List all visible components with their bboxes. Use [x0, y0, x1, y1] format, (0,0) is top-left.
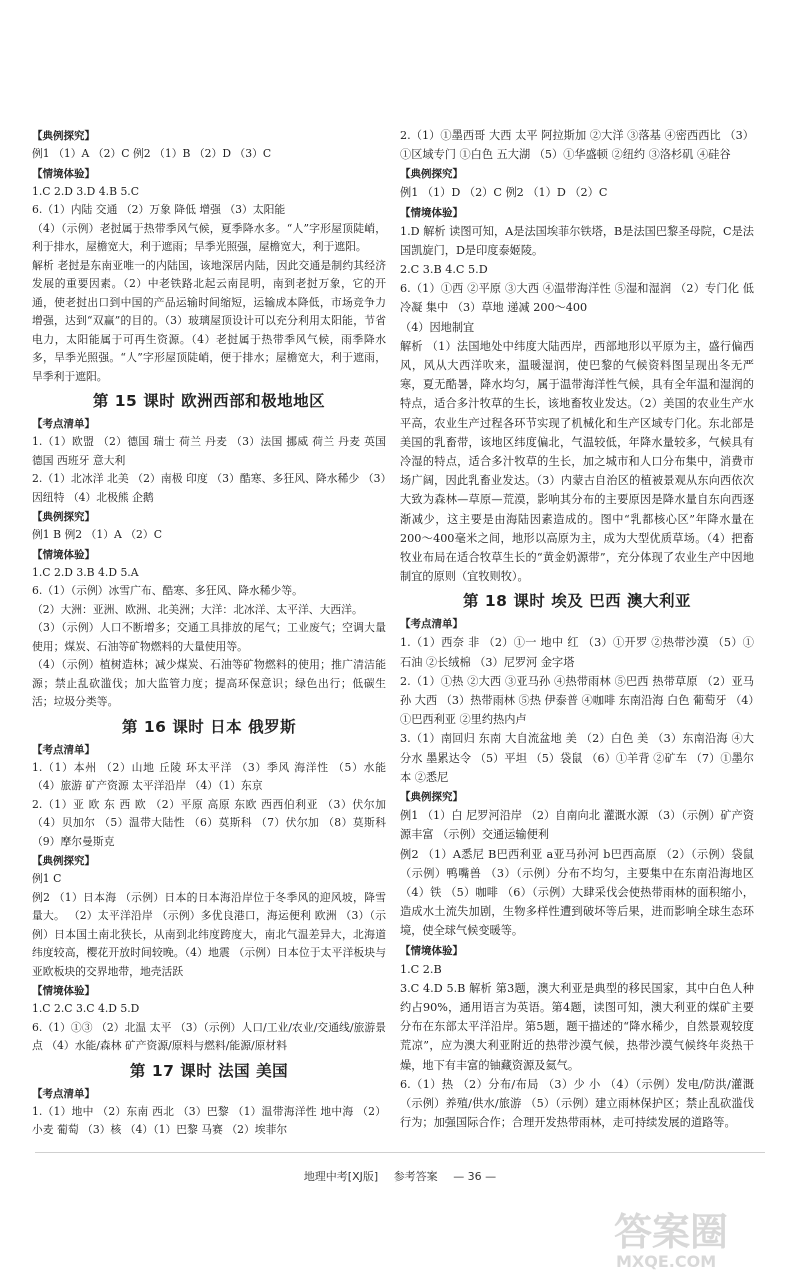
footer-section: 参考答案	[393, 1170, 438, 1183]
answer-line: 1.（1）地中 （2）东南 西北 （3）巴黎 （1）温带海洋性 地中海 （2）小麦 葡萄 （3）核 （4）（1）巴黎 马赛 （2）埃菲尔	[32, 1104, 386, 1136]
answer-line: 3.C 4.D 5.B 解析 第3题，澳大利亚是典型的移民国家，其中白色人种约占90%，通用语言为英语。第4题，读图可知，澳大利亚的煤矿主要分布在东部太平洋沿岸。第5题，题干描述的“降水稀少，自然景观较度荒凉”，应为澳大利亚附近的热带沙漠气候，热带沙漠气候终年炎热干燥，地下有丰富的铀藏资源及氦气。	[400, 981, 754, 1072]
section-tag: 【 典例探究 】	[400, 788, 754, 806]
watermark-logo	[596, 1205, 786, 1271]
answer-line: 1.C 2.D 3.D 4.B 5.C	[32, 184, 140, 198]
answer-line: 例2 （1）A悉尼 B巴西利亚 a亚马孙河 b巴西高原 （2）（示例）袋鼠 （示例）鸭嘴兽 （3）（示例）分布不均匀，主要集中在东南沿海地区 （4）铁 （5）咖啡 （6）（示例）大肆采伐会使热带雨林的面积缩小，造成水土流失加剧，生物多样性遭到破坏等后果，进而影响全球生态环境，使全球气候变暖等。	[400, 847, 754, 938]
answer-line: 2.（1）北冰洋 北美 （2）南极 印度 （3）酷寒、多狂风、降水稀少 （3）因纽特 （4）北极熊 企鹅	[32, 472, 386, 504]
section-tag: 【 考点清单 】	[32, 415, 386, 433]
footer-page-number: — 36 —	[453, 1170, 497, 1183]
answer-line: 例2 （1）日本海 （示例）日本的日本海沿岸位于冬季风的迎风坡，降雪量大。 （2）太平洋沿岸 （示例）多优良港口，海运便利 欧洲 （3）（示例）日本国土南北狭长，从南到北纬度跨度大，南北气温差异大，北海道纬度较高，樱花开放时间较晚。（4）地震 （示例）日本位于太平洋板块与亚欧板块的交界地带，地壳活跃	[32, 890, 386, 978]
answer-line: 2.（1）①墨西哥 大西 太平 阿拉斯加 ②大洋 ③落基 ④密西西比 （3）①区域专门 ①白色 五大湖 （5）①华盛顿 ②纽约 ③洛杉矶 ④硅谷	[400, 129, 754, 162]
section-tag: 【 情境体验 】	[400, 204, 754, 222]
section-tag: 【 考点清单 】	[32, 741, 386, 759]
answer-line: 例1 （1）白 尼罗河沿岸 （2）自南向北 灌溉水源 （3）（示例）矿产资源丰富 （示例）交通运输便利	[400, 809, 754, 842]
lesson-title: 第 15 课时 欧洲西部和极地地区	[92, 392, 326, 410]
answer-line: 6.（1）（示例）冰雪广布、酷寒、多狂风、降水稀少等。	[32, 584, 303, 597]
answer-line: 解析 （1）法国地处中纬度大陆西岸，西部地形以平原为主，盛行偏西风，风从大西洋吹来，温暖湿润，使巴黎的气候资料图呈现出冬无严寒，夏无酷暑，降水均匀，属于温带海洋性气候，具有全年温和湿润的特点，适合多汁牧草的生长，该地畜牧业发达。（2）美国的农业生产水平高，农业生产过程各环节实现了机械化和生产区域专门化。东北部是美国的乳畜带，该地区纬度偏北，气温较低，年降水量较多，气候具有冷湿的特点，适合多汁牧草的生长，加之城市和人口分布集中，消费市场广阔，因此乳畜业发达。（3）内蒙古自治区的植被景观从东向西依次大致为森林—草原—荒漠，影响其分布的主要原因是降水量自东向西逐渐减少，这主要是由海陆因素造成的。图中“乳都核心区”年降水量在200～400毫米之间，地形以高原为主，成为大型优质草场。（4）把畜牧业布局在适合牧草生长的“黄金奶源带”，充分体现了农业生产中因地制宜的原则（宜牧则牧）。	[400, 339, 754, 584]
answer-line: 2.（1）①热 ②大西 ③亚马孙 ④热带雨林 ⑤巴西 热带草原 （2）亚马孙 大西 （3）热带雨林 ⑤热 伊泰普 ④咖啡 东南沿海 白色 葡萄牙 （4）①巴西利亚 ②里约热内卢	[400, 674, 754, 727]
answer-line: 例1 （1）D （2）C 例2 （1）D （2）C	[400, 186, 608, 200]
answer-line: 1.C 2.D 3.B 4.D 5.A	[32, 565, 139, 579]
section-tag: 【 典例探究 】	[400, 165, 754, 183]
right-column	[400, 126, 754, 1132]
footer-rule	[35, 1152, 765, 1153]
section-tag: 【 情境体验 】	[32, 982, 386, 1000]
answer-line: 6.（1）热 （2）分布/布局 （3）少 小 （4）（示例）发电/防洪/灌溉 （示例）养殖/供水/旅游 （5）（示例）建立雨林保护区；禁止乱砍滥伐行为；加强国际合作；合理开发热带雨林，走可持续发展的道路等。	[400, 1077, 754, 1130]
answer-line: 6.（1）内陆 交通 （2）万象 降低 增强 （3）太阳能	[32, 203, 286, 216]
answer-line: 1.（1）欧盟 （2）德国 瑞士 荷兰 丹麦 （3）法国 挪威 荷兰 丹麦 英国 德国 西班牙 意大利	[32, 435, 386, 467]
answer-line: 例1 B 例2 （1）A （2）C	[32, 528, 162, 541]
lesson-title: 第 16 课时 日本 俄罗斯	[121, 717, 297, 736]
answer-line: 6.（1）①西 ②平原 ③大西 ④温带海洋性 ⑤湿和湿润 （2）专门化 低 冷凝 集中 （3）草地 递减 200～400	[400, 282, 754, 315]
answer-line: 1.（1）本州 （2）山地 丘陵 环太平洋 （3）季风 海洋性 （5）水能 （4）旅游 矿产资源 太平洋沿岸 （4）（1）东京	[32, 760, 386, 792]
section-tag: 【 情境体验 】	[32, 165, 386, 183]
answer-line: （3）（示例）人口不断增多；交通工具排放的尾气；工业废气；空调大量使用；煤炭、石油等矿物燃料的大量使用等。	[32, 621, 386, 653]
answer-line: 1.C 2.B	[400, 962, 442, 976]
answer-line: 解析 老挝是东南亚唯一的内陆国，该地深居内陆，因此交通是制约其经济发展的重要因素。（2）中老铁路北起云南昆明，南到老挝万象，它的开通，使老挝出口到中国的产品运输时间缩短，运输成本降低，市场竞争力增强，达到“双赢”的目的。（3）玻璃屋顶设计可以充分利用太阳能，节省电力，太阳能属于可再生资源。（4）老挝属于热带季风气候，雨季降水多，旱季光照强。“人”字形屋顶陡峭，便于排水；屋檐宽大，利于遮雨，旱季利于遮阳。	[32, 258, 386, 383]
left-column	[32, 126, 386, 1140]
answer-line: 例1 C	[32, 872, 62, 885]
answer-line: 2.（1）亚 欧 东 西 欧 （2）平原 高原 东欧 西西伯利亚 （3）伏尔加 （4）贝加尔 （5）温带大陆性 （6）莫斯科 （7）伏尔加 （8）莫斯科 （9）摩尔曼斯克	[32, 797, 386, 848]
footer-book-title: 地理中考[XJ版]	[303, 1170, 379, 1183]
answer-line: 3.（1）南回归 东南 大自流盆地 美 （2）白色 美 （3）东南沿海 ④大分水 墨累达令 （5）平坦 （5）袋鼠 （6）①羊背 ②矿车 （7）①墨尔本 ②悉尼	[400, 732, 754, 784]
watermark-bottom-text: MXQE.COM	[616, 1252, 717, 1271]
answer-line: （2）大洲：亚洲、欧洲、北美洲；大洋：北冰洋、太平洋、大西洋。	[32, 602, 363, 616]
page-footer	[0, 1168, 800, 1184]
section-tag: 【 情境体验 】	[32, 546, 386, 564]
answer-line: （4）（示例）植树造林；减少煤炭、石油等矿物燃料的使用；推广清洁能源；禁止乱砍滥伐；加大监管力度；提高环保意识；绿色出行；低碳生活；垃圾分类等。	[32, 658, 386, 708]
answer-line: 1.（1）西奈 非 （2）①一 地中 红 （3）①开罗 ②热带沙漠 （5）①石油 ②长绒棉 （3）尼罗河 金字塔	[400, 636, 754, 669]
answer-line: 例1 （1）A （2）C 例2 （1）B （2）D （3）C	[32, 147, 272, 160]
answer-line: 6.（1）①③ （2）北温 太平 （3）（示例）人口/工业/农业/交通线/旅游景点 （4）水能/森林 矿产资源/原料与燃料/能源/原材料	[32, 1020, 386, 1052]
section-tag: 【 典例探究 】	[32, 852, 386, 870]
section-tag: 【 情境体验 】	[400, 942, 754, 960]
section-tag: 【 典例探究 】	[32, 508, 386, 526]
section-tag: 【 典例探究 】	[32, 127, 386, 145]
watermark-top-text: 答案圈	[614, 1210, 729, 1254]
answer-line: （4）（示例）老挝属于热带季风气候，夏季降水多。“人”字形屋顶陡峭，利于排水，屋檐宽大，利于遮雨；旱季光照强，屋檐宽大，利于遮阳。	[32, 221, 386, 253]
lesson-title: 第 17 课时 法国 美国	[129, 1061, 289, 1080]
answer-line: 2.C 3.B 4.C 5.D	[400, 263, 488, 277]
section-tag: 【 考点清单 】	[400, 615, 754, 633]
lesson-title: 第 18 课时 埃及 巴西 澳大利亚	[462, 592, 692, 611]
answer-line: 1.D 解析 读图可知，A是法国埃菲尔铁塔，B是法国巴黎圣母院，C是法国凯旋门，D是印度泰姬陵。	[400, 224, 754, 257]
answer-line: （4）因地制宜	[400, 320, 475, 334]
answer-line: 1.C 2.C 3.C 4.D 5.D	[32, 1002, 140, 1015]
section-tag: 【 考点清单 】	[32, 1085, 386, 1103]
